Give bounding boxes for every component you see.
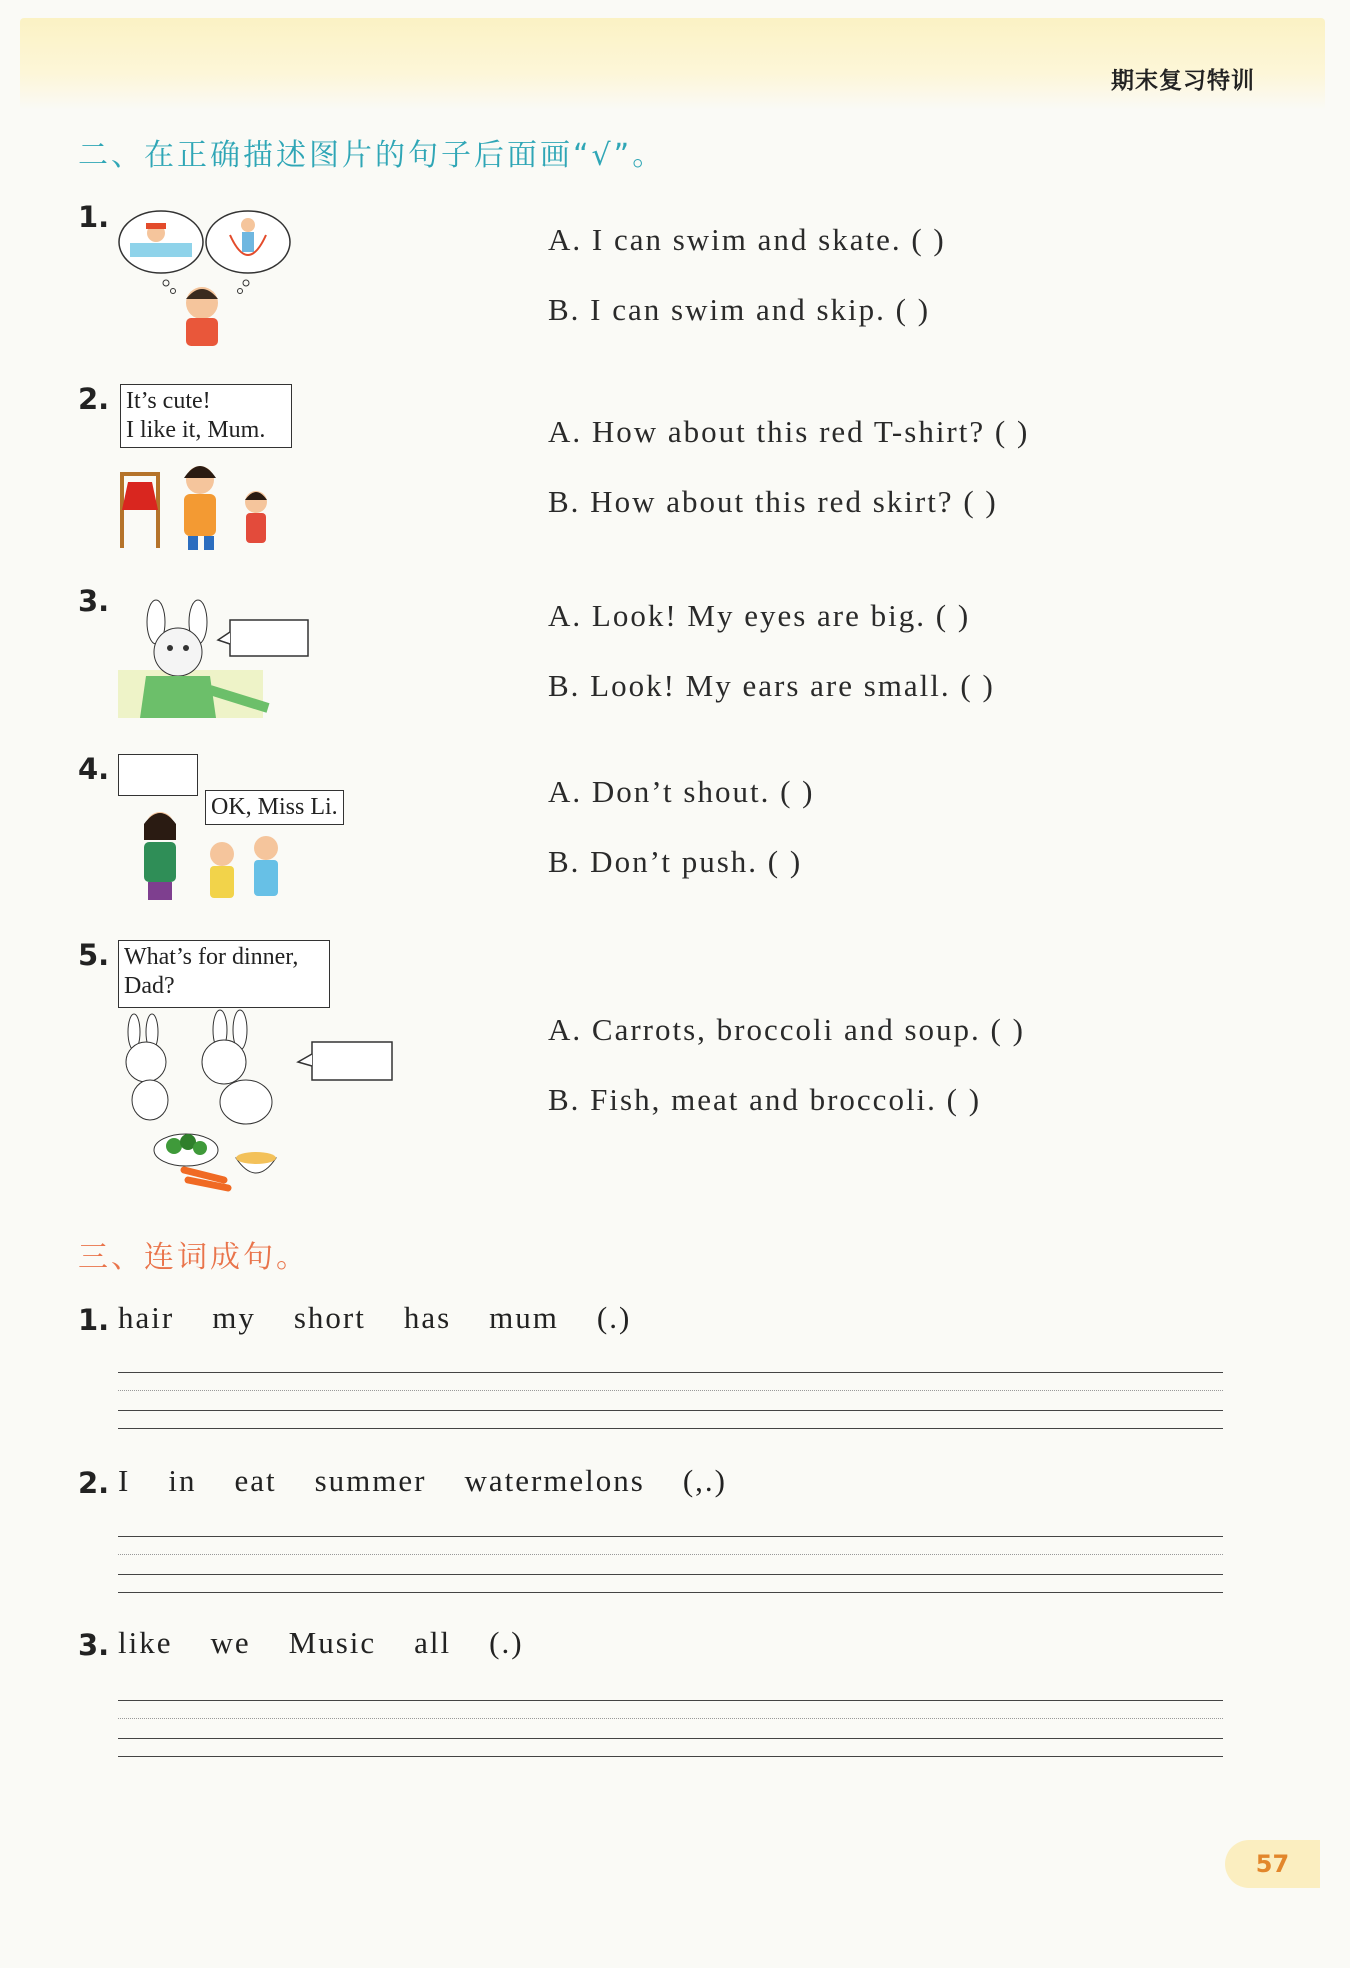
word: short [293,1300,366,1335]
word: like [118,1625,173,1660]
q3-number: 3. [78,584,110,618]
word: hair [118,1300,175,1335]
q2-option-b: B. How about this red skirt? ( ) [548,484,998,519]
q2-speech-line-2: I like it, Mum. [126,417,266,443]
s3-q1-words [118,1300,669,1336]
s3-q1-number: 1. [78,1303,110,1337]
section3-title: 三、连词成句。 [78,1240,309,1275]
q4-speech-bubble: OK, Miss Li. [205,790,344,825]
q5-number: 5. [78,938,110,972]
word: summer [314,1463,427,1498]
q4-number: 4. [78,752,110,786]
q3-option-b: B. Look! My ears are small. ( ) [548,668,995,703]
word: mum [489,1300,559,1335]
q2-option-a: A. How about this red T-shirt? ( ) [548,414,1030,449]
s3-q3-answer-lines[interactable] [118,1700,1223,1760]
q5-illustration [116,1010,396,1210]
q2-speech-line-1: It’s cute! [126,388,211,414]
s3-q3-words [118,1625,562,1661]
word: my [212,1300,256,1335]
word: eat [234,1463,277,1498]
s3-q2-number: 2. [78,1466,110,1500]
q1-illustration [118,205,298,350]
word: has [403,1300,452,1335]
section2-title: 二、在正确描述图片的句子后面画“√”。 [78,138,666,173]
q3-option-a: A. Look! My eyes are big. ( ) [548,598,971,633]
q5-speech-bubble [118,940,330,1008]
punctuation: (,.) [682,1463,728,1498]
s3-q2-answer-lines[interactable] [118,1536,1223,1596]
word: I [118,1463,131,1498]
word: watermelons [464,1463,645,1498]
q2-speech-bubble [120,384,292,448]
q4-option-b: B. Don’t push. ( ) [548,844,803,879]
q2-number: 2. [78,382,110,416]
word: in [168,1463,197,1498]
q5-speech-line-2: Dad? [124,973,175,999]
word: Music [288,1625,377,1660]
q3-illustration [118,600,313,720]
q1-option-a: A. I can swim and skate. ( ) [548,222,946,257]
s3-q3-number: 3. [78,1628,110,1662]
punctuation: (.) [489,1625,524,1660]
punctuation: (.) [596,1300,632,1335]
q1-number: 1. [78,200,110,234]
word: all [414,1625,452,1660]
q5-option-b: B. Fish, meat and broccoli. ( ) [548,1082,982,1117]
q4-option-a: A. Don’t shout. ( ) [548,774,815,809]
q5-option-a: A. Carrots, broccoli and soup. ( ) [548,1012,1025,1047]
q4-illustration [130,804,300,904]
q2-illustration [118,452,278,552]
word: we [210,1625,251,1660]
s3-q2-words [118,1463,765,1499]
page-number: 57 [1225,1840,1320,1888]
q5-speech-line-1: What’s for dinner, [124,944,299,970]
q4-empty-bubble [118,754,198,796]
header-title: 期末复习特训 [1111,68,1255,94]
s3-q1-answer-lines[interactable] [118,1372,1223,1432]
q1-option-b: B. I can swim and skip. ( ) [548,292,931,327]
